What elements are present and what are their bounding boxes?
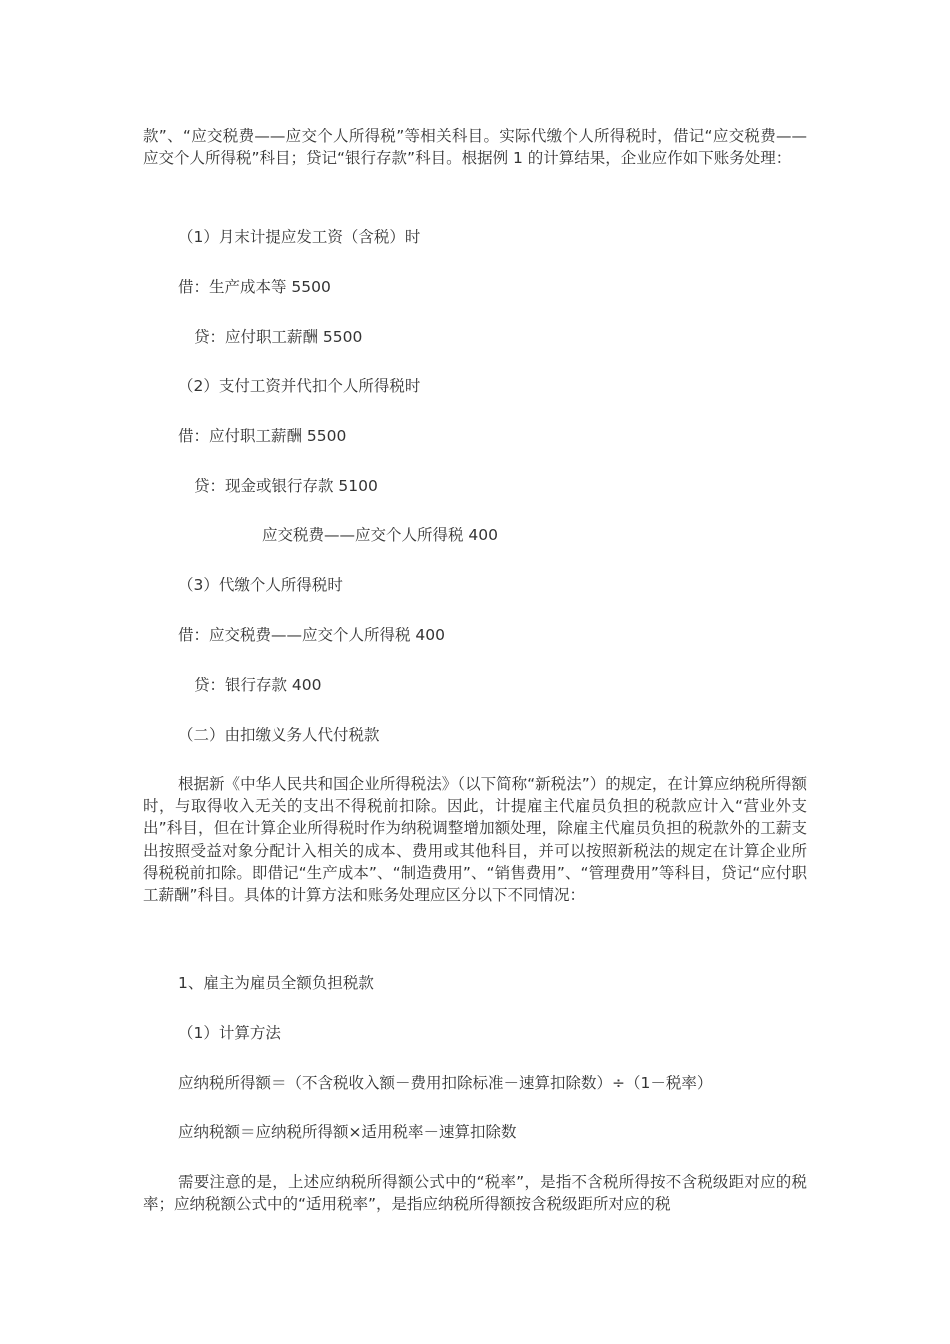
- tax-amount-formula: 应纳税额＝应纳税所得额×适用税率－速算扣除数: [178, 1123, 517, 1141]
- step1-title: （1）月末计提应发工资（含税）时: [178, 228, 421, 246]
- step1-credit-entry: 贷：应付职工薪酬 5500: [194, 328, 363, 346]
- step2-title: （2）支付工资并代扣个人所得税时: [178, 377, 421, 395]
- section2-heading: （二）由扣缴义务人代付税款: [178, 726, 380, 744]
- intro-paragraph: 款”、“应交税费——应交个人所得税”等相关科目。实际代缴个人所得税时，借记“应交税费——应交个人所得税”科目；贷记“银行存款”科目。根据例 1 的计算结果，企业应作如下账务处理：: [143, 127, 807, 168]
- step2-credit-entry-tax: 应交税费——应交个人所得税 400: [262, 526, 499, 544]
- step3-credit-entry: 贷：银行存款 400: [194, 676, 322, 694]
- case1-heading: 1、雇主为雇员全额负担税款: [178, 974, 374, 992]
- calc-method-heading: （1）计算方法: [178, 1024, 281, 1042]
- step2-debit-entry: 借：应付职工薪酬 5500: [178, 427, 347, 445]
- step3-title: （3）代缴个人所得税时: [178, 576, 343, 594]
- tax-law-paragraph: 根据新《中华人民共和国企业所得税法》（以下简称“新税法”）的规定，在计算应纳税所得额时，与取得收入无关的支出不得税前扣除。因此，计提雇主代雇员负担的税款应计入“营业外支出”科目，但在计算企业所得税时作为纳税调整增加额处理，除雇主代雇员负担的税款外的工薪支出按照受益对象分配计入相关的成本、费用或其他科目，并可以按照新税法的规定在计算企业所得税税前扣除。即借记“生产成本”、“制造费用”、“销售费用”、“管理费用”等科目，贷记“应付职工薪酬”科目。具体的计算方法和账务处理应区分以下不同情况：: [143, 775, 807, 905]
- step2-credit-entry-cash: 贷：现金或银行存款 5100: [194, 477, 378, 495]
- note-paragraph: 需要注意的是，上述应纳税所得额公式中的“税率”，是指不含税所得按不含税级距对应的税率；应纳税额公式中的“适用税率”，是指应纳税所得额按含税级距所对应的税: [143, 1173, 807, 1214]
- step1-debit-entry: 借：生产成本等 5500: [178, 278, 331, 296]
- step3-debit-entry: 借：应交税费——应交个人所得税 400: [178, 626, 446, 644]
- taxable-income-formula: 应纳税所得额＝（不含税收入额－费用扣除标准－速算扣除数）÷（1－税率）: [178, 1074, 713, 1092]
